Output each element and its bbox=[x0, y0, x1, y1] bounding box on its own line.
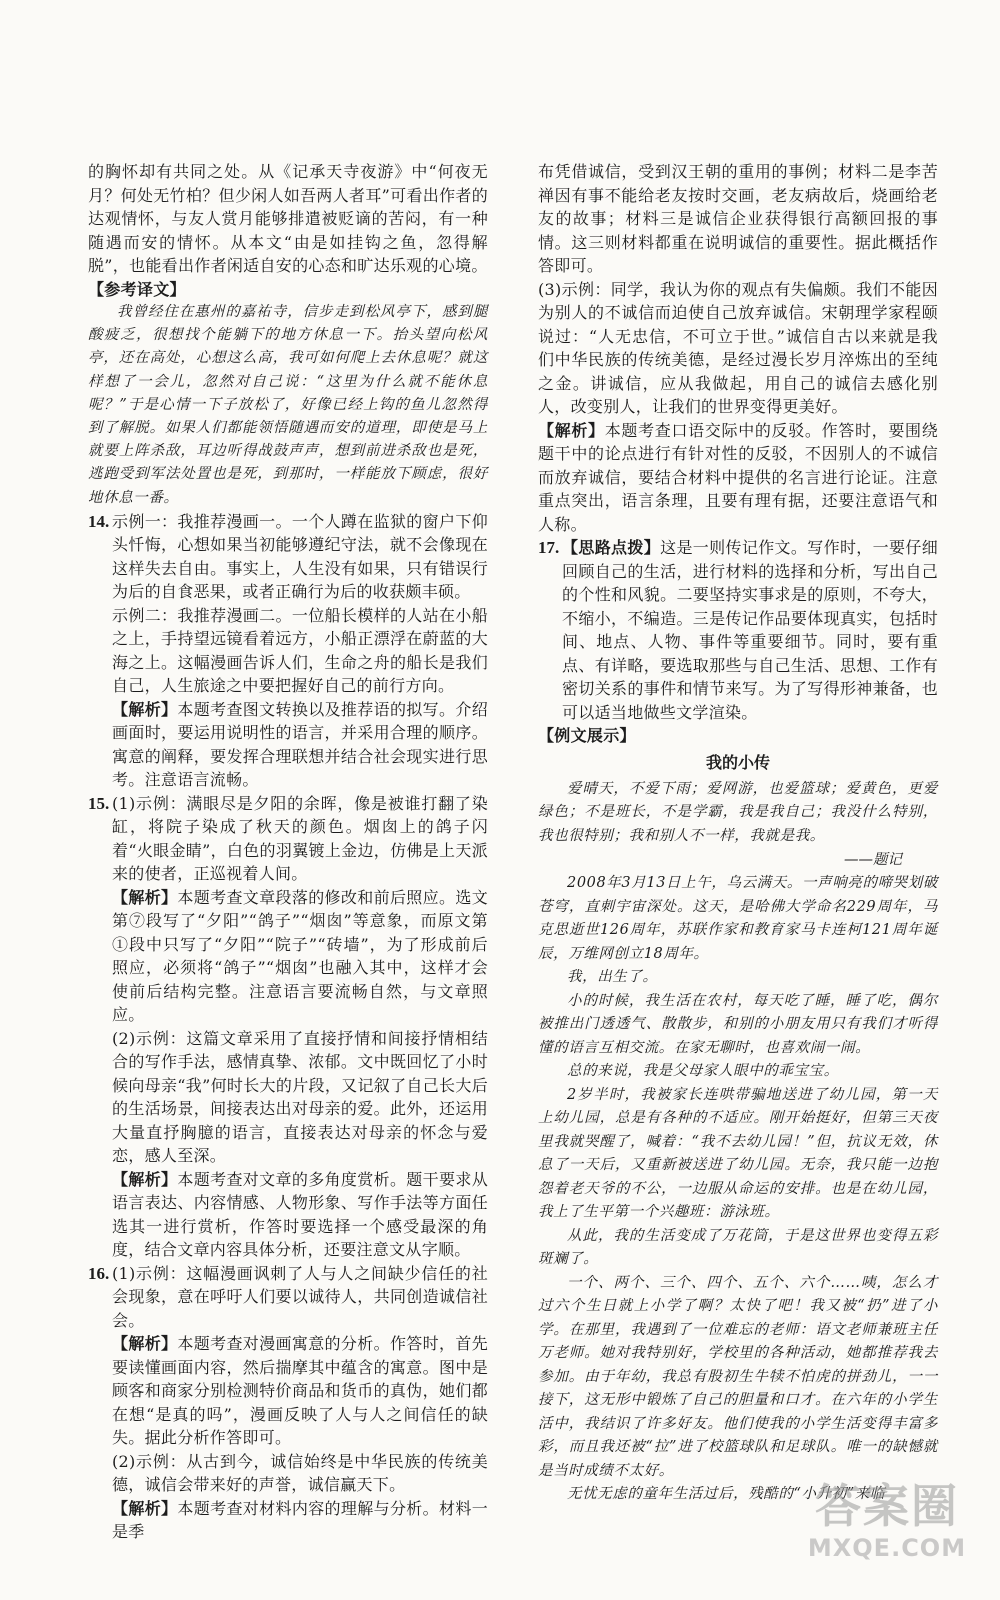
guidance-tag: 【思路点拨】 bbox=[562, 538, 661, 557]
essay-paragraph: 小的时候，我生活在农村，每天吃了睡，睡了吃，偶尔被推出门透透气、散散步，和别的小朋友用只有我们才听得懂的语言互相交流。在家无聊时，也喜欢闹一闹。 bbox=[538, 992, 938, 1056]
analysis bbox=[112, 1332, 488, 1450]
essay-paragraph: 总的来说，我是父母家人眼中的乖宝宝。 bbox=[567, 1063, 839, 1079]
question-number: 14. bbox=[88, 511, 110, 531]
answer-part: (3)示例：同学，我认为你的观点有失偏颇。我们不能因为别人的不诚信而迫使自己放弃诚信。宋朝理学家程颐说过：“人无忠信，不可立于世。”诚信自古以来就是我们中华民族的传统美德，是经过漫长岁月淬炼出的至纯之金。讲诚信，应从我做起，用自己的诚信去感化别人，改变别人，让我们的世界变得更美好。 bbox=[538, 279, 938, 416]
answer-part: (2)示例：这篇文章采用了直接抒情和间接抒情相结合的写作手法，感情真挚、浓郁。文中既回忆了小时候向母亲“我”何时长大的片段，又记叙了自己长大后的生活场景，间接表达出对母亲的爱。此外，还运用大量直抒胸臆的语言，直接表达对母亲的怀念与爱恋，感人至深。 bbox=[112, 1028, 488, 1166]
reference-translation: 我曾经住在惠州的嘉祐寺，信步走到松风亭下，感到腿酸疲乏，很想找个能躺下的地方休息一下。抬头望向松风亭，还在高处，心想这么高，我可如何爬上去休息呢？就这样想了一会儿，忽然对自己说：“这里为什么就不能休息呢？”于是心情一下子放松了，好像已经上钩的鱼儿忽然得到了解脱。如果人们都能领悟随遇而安的道理，即使是马上就要上阵杀敌，耳边听得战鼓声声，想到前进杀敌也是死，逃跑受到军法处置也是死，到那时，一样能放下顾虑，很好地休息一番。 bbox=[88, 304, 488, 506]
analysis-tag: 【解析】 bbox=[112, 1169, 178, 1189]
essay-paragraph: 一个、两个、三个、四个、五个、六个……咦，怎么才过六个生日就上小学了啊？太快了吧！我又被“扔”进了小学。在那里，我遇到了一位难忘的老师：语文老师兼班主任万老师。她对我特别好，学校里的各种活动，她都推荐我去参加。由于年幼，我总有股初生牛犊不怕虎的拼劲儿，一一接下，这无形中锻炼了自己的胆量和口才。在六年的小学生活中，我结识了许多好友。他们使我的小学生活变得丰富多彩，而且我还被“拉”进了校篮球队和足球队。唯一的缺憾就是当时成绩不太好。 bbox=[538, 1274, 938, 1479]
essay-paragraph: 从此，我的生活变成了万花筒，于是这世界也变得五彩斑斓了。 bbox=[538, 1227, 938, 1267]
paragraph: 的胸怀却有共同之处。从《记承天寺夜游》中“何夜无月？何处无竹柏？但少闲人如吾两人者耳”可看出作者的达观情怀，与友人赏月能够排遣被贬谪的苦闷，有一种随遇而安的情怀。从本文“由是如挂钩之鱼，忽得解脱”，也能看出作者闲适自安的心态和旷达乐观的心境。 bbox=[88, 162, 488, 275]
watermark-logo bbox=[792, 1478, 982, 1588]
answer-part: (1)示例：满眼尽是夕阳的余晖，像是被谁打翻了染缸，将院子染成了秋天的颜色。烟囱上的鸽子闪着“火眼金睛”，白色的羽翼镀上金边，仿佛是上天派来的使者，正巡视着人间。 bbox=[112, 793, 488, 884]
analysis bbox=[112, 1168, 488, 1262]
analysis-tag: 【解析】 bbox=[112, 887, 178, 907]
guidance-text: 这是一则传记作文。写作时，一要仔细回顾自己的生活，进行材料的选择和分析，写出自己的个性和风貌。二要坚持实事求是的原则，不夸大，不缩小，不编造。三是传记作品要体现真实，包括时间、地点、人物、事件等重要细节。同时，要有重点、有详略，要选取那些与自己生活、思想、工作有密切关系的事件和情节来写。为了写得形神兼备，也可以适当地做些文学渲染。 bbox=[562, 538, 938, 722]
analysis bbox=[538, 419, 938, 537]
question-14 bbox=[88, 510, 488, 792]
question-15 bbox=[88, 792, 488, 1262]
question-number: 15. bbox=[88, 793, 110, 813]
essay-epigraph: 爱晴天，不爱下雨；爱网游，也爱篮球；爱黄色，更爱绿色；不是班长，不是学霸，我是我自己；我没什么特别，我也很特别；我和别人不一样，我就是我。 bbox=[538, 780, 938, 844]
essay-signature: ——题记 bbox=[844, 852, 902, 868]
analysis-tag: 【解析】 bbox=[538, 420, 605, 440]
answer-part: (1)示例：这幅漫画讽刺了人与人之间缺少信任的社会现象，意在呼吁人们要以诚待人，共同创造诚信社会。 bbox=[112, 1263, 488, 1330]
essay-paragraph: 2岁半时，我被家长连哄带骗地送进了幼儿园，第一天上幼儿园，总是有各种的不适应。刚开始挺好，但第三天夜里我就哭醒了，喊着：“我不去幼儿园！”但，抗议无效，休息了一天后，又重新被送进了幼儿园。无奈，我只能一边抱怨着老天爷的不公，一边服从命运的安排。也是在幼儿园，我上了生平第一个兴趣班：游泳班。 bbox=[538, 1086, 938, 1220]
answer-part: (2)示例：从古到今，诚信始终是中华民族的传统美德，诚信会带来好的声誉，诚信赢天下。 bbox=[112, 1451, 488, 1495]
paragraph: 布凭借诚信，受到汉王朝的重用的事例；材料二是李苦禅因有事不能给老友按时交画，老友病故后，烧画给老友的故事；材料三是诚信企业获得银行高额回报的事情。这三则材料都重在说明诚信的重要性。据此概括作答即可。 bbox=[538, 162, 938, 275]
essay-paragraph: 我，出生了。 bbox=[567, 969, 658, 985]
watermark-text: 答案圈 bbox=[815, 1479, 959, 1533]
writing-guidance bbox=[562, 536, 938, 724]
analysis-text: 本题考查口语交际中的反驳。作答时，要围绕题干中的论点进行有针对性的反驳，不因别人的不诚信而放弃诚信，要结合材料中提供的名言进行论证。注意重点突出，语言条理，且要有理有据，还要注意语气和人称。 bbox=[538, 420, 938, 534]
essay-title: 我的小传 bbox=[705, 752, 770, 772]
analysis-tag: 【解析】 bbox=[112, 699, 178, 719]
section-tag bbox=[538, 724, 938, 748]
question-number: 17. bbox=[538, 538, 560, 557]
answer-example: 示例一：我推荐漫画一。一个人蹲在监狱的窗户下仰头忏悔，心想如果当初能够遵纪守法，就不会像现在这样失去自由。事实上，人生没有如果，只有错误行为后的自食恶果，或者正确行为后的收获颇丰硕。 bbox=[112, 511, 488, 602]
analysis-text: 本题考查图文转换以及推荐语的拟写。介绍画面时，要运用说明性的语言，并采用合理的顺序。寓意的阐释，要发挥合理联想并结合社会现实进行思考。注意语言流畅。 bbox=[112, 699, 489, 790]
answer-example: 示例二：我推荐漫画二。一位船长模样的人站在小船之上，手持望远镜看着远方，小船正漂浮在蔚蓝的大海之上。这幅漫画告诉人们，生命之舟的船长是我们自己，人生旅途之中要把握好自己的前行方向。 bbox=[112, 605, 488, 696]
question-17 bbox=[538, 536, 938, 724]
analysis-text: 本题考查对材料内容的理解与分析。材料一是季 bbox=[112, 1498, 489, 1542]
question-16 bbox=[88, 1262, 488, 1544]
left-column bbox=[88, 160, 488, 1544]
section-tag bbox=[88, 278, 488, 302]
essay-paragraph: 2008年3月13日上午，乌云满天。一声响亮的啼哭划破苍穹，直刺宇宙深处。这天，是哈佛大学命名229周年，马克思逝世126周年，苏联作家和教育家马卡连柯121周年诞辰，万维网创立18周年。 bbox=[538, 875, 938, 962]
analysis-text: 本题考查文章段落的修改和前后照应。选文第⑦段写了“夕阳”“鸽子”“烟囱”等意象，而原文第①段中只写了“夕阳”“院子”“砖墙”，为了形成前后照应，必须将“鸽子”“烟囱”也融入其中，这样才会使前后结构完整。注意语言要流畅自然，与文章照应。 bbox=[112, 887, 489, 1025]
analysis-text: 本题考查对漫画寓意的分析。作答时，首先要读懂画面内容，然后揣摩其中蕴含的寓意。图中是顾客和商家分别检测特价商品和货币的真伪，她们都在想“是真的吗”，漫画反映了人与人之间信任的缺失。据此分析作答即可。 bbox=[112, 1334, 489, 1448]
translation-tag: 【参考译文】 bbox=[88, 279, 186, 299]
example-tag: 【例文展示】 bbox=[538, 726, 636, 745]
watermark-url: MXQE.COM bbox=[807, 1534, 967, 1562]
analysis bbox=[112, 1497, 488, 1544]
analysis bbox=[112, 698, 488, 792]
analysis-text: 本题考查对文章的多角度赏析。题干要求从语言表达、内容情感、人物形象、写作手法等方面任选其一进行赏析，作答时要选择一个感受最深的角度，结合文章内容具体分析，还要注意文从字顺。 bbox=[112, 1169, 489, 1260]
right-column bbox=[538, 160, 938, 1507]
essay-paragraph: 无忧无虑的童年生活过后，残酷的“小升初”来临 bbox=[567, 1486, 886, 1502]
question-number: 16. bbox=[88, 1263, 110, 1283]
analysis-tag: 【解析】 bbox=[112, 1498, 178, 1518]
analysis-tag: 【解析】 bbox=[112, 1334, 178, 1354]
analysis bbox=[112, 886, 488, 1027]
